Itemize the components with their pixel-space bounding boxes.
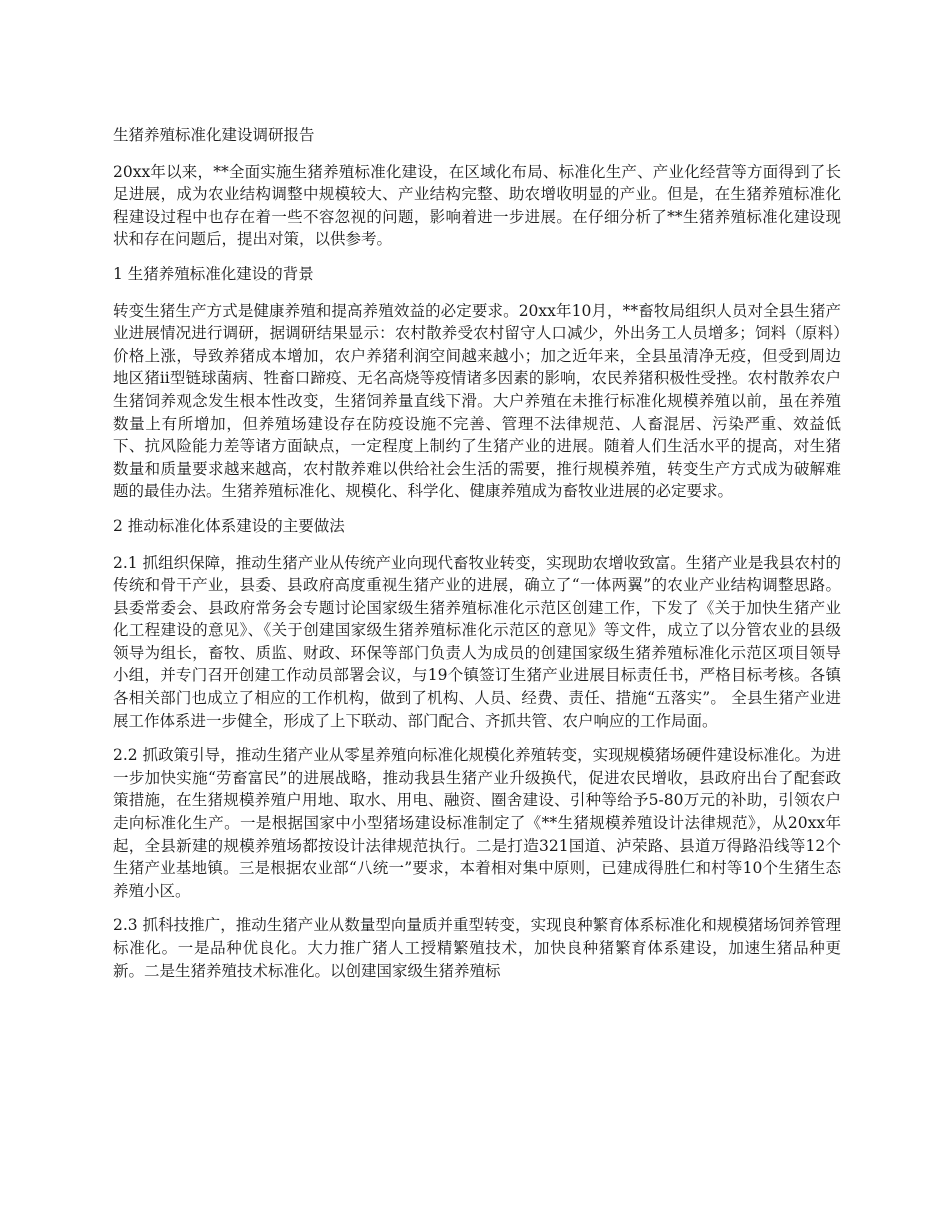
section-1-heading: 1 生猪养殖标准化建设的背景 — [113, 264, 314, 283]
intro-paragraph: 20xx年以来，**全面实施生猪养殖标准化建设，在区域化布局、标准化生产、产业化经营等方面得到了长足进展，成为农业结构调整中规模较大、产业结构完整、助农增收明显的产业。但是，在生猪养殖标准化程建设过程中也存在着一些不容忽视的问题，影响着进一步进展。在仔细分析了**生猪养殖标准化建设现状和存在问题后，提出对策，以供参考。 — [113, 162, 841, 249]
section-2-1-paragraph: 2.1 抓组织保障，推动生猪产业从传统产业向现代畜牧业转变，实现助农增收致富。生猪产业是我县农村的传统和骨干产业，县委、县政府高度重视生猪产业的进展，确立了“一体两翼”的农业产业结构调整思路。县委常委会、县政府常务会专题讨论国家级生猪养殖标准化示范区创建工作，下发了《关于加快生猪产业化工程建设的意见》、《关于创建国家级生猪养殖标准化示范区的意见》等文件，成立了以分管农业的县级领导为组长，畜牧、质监、财政、环保等部门负责人为成员的创建国家级生猪养殖标准化示范区项目领导小组，并专门召开创建工作动员部署会议，与19个镇签订生猪产业进展目标责任书，严格目标考核。各镇各相关部门也成立了相应的工作机构，做到了机构、人员、经费、责任、措施“五落实”。 全县生猪产业进展工作体系进一步健全，形成了上下联动、部门配合、齐抓共管、农户响应的工作局面。 — [113, 553, 841, 730]
document-title: 生猪养殖标准化建设调研报告 — [113, 126, 315, 144]
section-2-heading: 2 推动标准化体系建设的主要做法 — [113, 516, 345, 535]
section-2-3-paragraph: 2.3 抓科技推广，推动生猪产业从数量型向量质并重型转变，实现良种繁育体系标准化和规模猪场饲养管理标准化。一是品种优良化。大力推广猪人工授精繁殖技术，加快良种猪繁育体系建设，加速生猪品种更新。二是生猪养殖技术标准化。以创建国家级生猪养殖标 — [113, 916, 841, 980]
section-2-2-paragraph: 2.2 抓政策引导，推动生猪产业从零星养殖向标准化规模化养殖转变，实现规模猪场硬件建设标准化。为进一步加快实施“劳畜富民”的进展战略，推动我县生猪产业升级换代，促进农民增收，县政府出台了配套政策措施，在生猪规模养殖户用地、取水、用电、融资、圈舍建设、引种等给予5-80万元的补助，引领农户走向标准化生产。一是根据国家中小型猪场建设标准制定了《**生猪规模养殖设计法律规范》，从20xx年起，全县新建的规模养殖场都按设计法律规范执行。二是打造321国道、泸荣路、县道万得路沿线等12个生猪产业基地镇。三是根据农业部“八统一”要求，本着相对集中原则，已建成得胜仁和村等10个生猪生态养殖小区。 — [113, 746, 841, 900]
report-document — [113, 124, 841, 994]
section-1-paragraph: 转变生猪生产方式是健康养殖和提高养殖效益的必定要求。20xx年10月，**畜牧局组织人员对全县生猪产业进展情况进行调研，据调研结果显示：农村散养受农村留守人口减少，外出务工人员增多；饲料（原料）价格上涨，导致养猪成本增加，农户养猪利润空间越来越小；加之近年来，全县虽清净无疫，但受到周边地区猪ii型链球菌病、牲畜口蹄疫、无名高烧等疫情诸多因素的影响，农民养猪积极性受挫。农村散养农户生猪饲养观念发生根本性改变，生猪饲养量直线下滑。大户养殖在未推行标准化规模养殖以前，虽在养殖数量上有所增加，但养殖场建设存在防疫设施不完善、管理不法律规范、人畜混居、污染严重、效益低下、抗风险能力差等诸方面缺点，一定程度上制约了生猪产业的进展。随着人们生活水平的提高，对生猪数量和质量要求越来越高，农村散养难以供给社会生活的需要，推行规模养殖，转变生产方式成为破解难题的最佳办法。生猪养殖标准化、规模化、科学化、健康养殖成为畜牧业进展的必定要求。 — [113, 301, 841, 501]
